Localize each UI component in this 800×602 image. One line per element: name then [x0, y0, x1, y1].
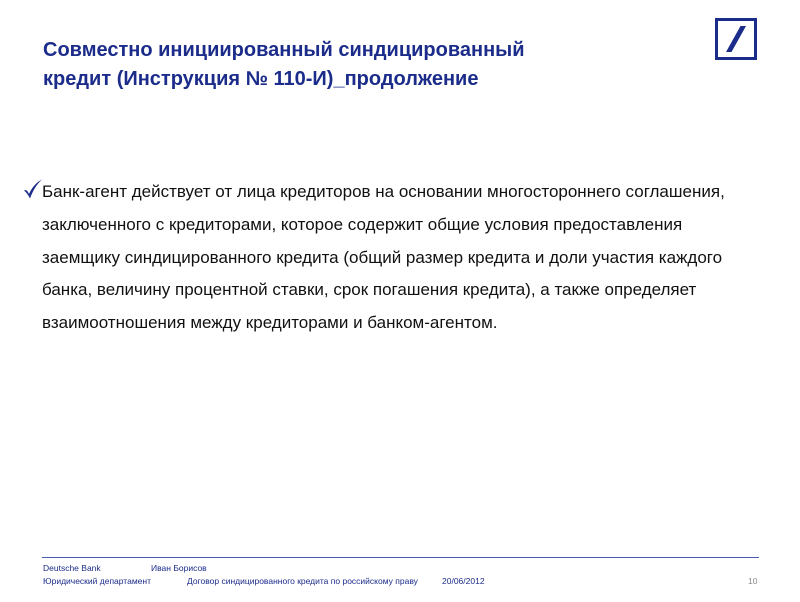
slide-title-line-2: кредит (Инструкция № 110-И)_продолжение: [43, 68, 479, 90]
deutsche-bank-logo-icon: [715, 18, 757, 60]
body-text: Банк-агент действует от лица кредиторов на основании многостороннего соглашения, заключенного с кредиторами, которое содержит общие условия предоставления заемщику синдицированного кредита (общий размер кредита и доли участия каждого банка, величину процентной ставки, срок погашения кредита), а также определяет взаимоотношения между кредиторами и банком-агентом.: [42, 182, 725, 333]
checkmark-icon: [22, 178, 44, 200]
footer-department: Юридический департамент: [43, 576, 151, 586]
slide-title-line-1: Совместно инициированный синдицированный: [43, 39, 525, 61]
footer-divider: [42, 557, 759, 558]
footer-document-title: Договор синдицированного кредита по российскому праву: [187, 576, 418, 586]
footer-date: 20/06/2012: [442, 576, 485, 586]
footer-author: Иван Борисов: [151, 563, 207, 573]
page-number: 10: [748, 576, 758, 586]
footer-bank-name: Deutsche Bank: [43, 563, 101, 573]
slide-title: [43, 36, 683, 94]
